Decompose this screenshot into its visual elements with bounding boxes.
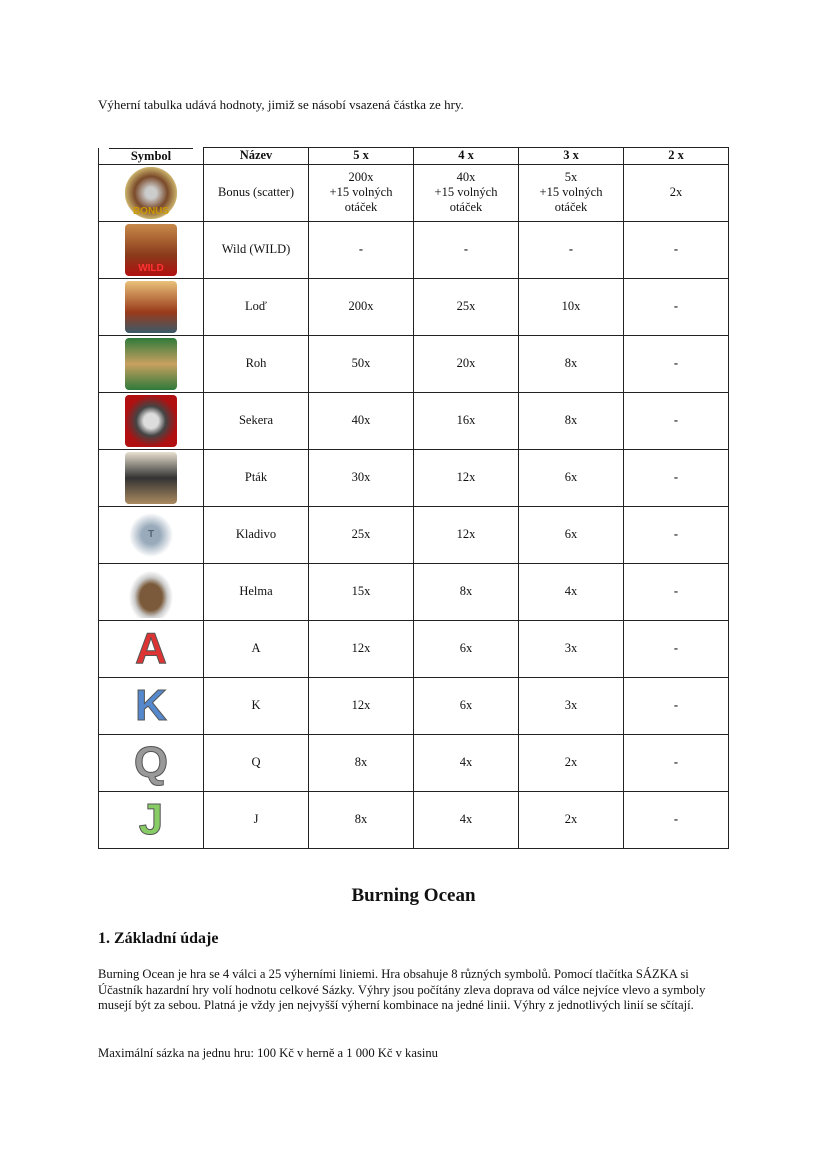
- payout-2x: -: [624, 449, 729, 506]
- name-cell: Kladivo: [204, 506, 309, 563]
- table-row: [99, 221, 729, 278]
- header-symbol-label: Symbol: [109, 148, 193, 164]
- table-row: [99, 734, 729, 791]
- payout-2x: -: [624, 734, 729, 791]
- payout-5x: 15x: [309, 563, 414, 620]
- ship-icon: [125, 281, 177, 333]
- table-row: [99, 563, 729, 620]
- symbol-cell: [99, 677, 204, 734]
- name-cell: Pták: [204, 449, 309, 506]
- payout-4x: 4x: [414, 791, 519, 848]
- description-paragraph: Burning Ocean je hra se 4 válci a 25 výherními liniemi. Hra obsahuje 8 různých symbolů. Pomocí tlačítka SÁZKA si Účastník hazardní hry volí hodnotu celkové Sázky. Výhry jsou počítány zleva doprava od válce nejvíce vlevo a symboly musejí být za sebou. Platná je vždy jen nejvyšší výherní kombinace na jedné linii. Výhry z jednotlivých linií se sčítají.: [98, 967, 706, 1012]
- payout-3x: 5x +15 volných otáček: [519, 164, 624, 221]
- payout-5x: 200x +15 volných otáček: [309, 164, 414, 221]
- name-cell: A: [204, 620, 309, 677]
- symbol-cell: [99, 791, 204, 848]
- symbol-cell: [99, 563, 204, 620]
- wild-viking-icon: WILD: [125, 224, 177, 276]
- symbol-cell: [99, 221, 204, 278]
- intro-text: Výherní tabulka udává hodnoty, jimiž se násobí vsazená částka ze hry.: [98, 97, 464, 112]
- payout-2x: 2x: [624, 164, 729, 221]
- payout-5x: 25x: [309, 506, 414, 563]
- table-header-row: [99, 148, 729, 165]
- name-cell: Wild (WILD): [204, 221, 309, 278]
- payout-5x: 50x: [309, 335, 414, 392]
- symbol-cell: [99, 620, 204, 677]
- helmet-icon: [125, 566, 177, 618]
- payout-5x: 40x: [309, 392, 414, 449]
- payout-3x: 8x: [519, 335, 624, 392]
- bird-icon: [125, 452, 177, 504]
- letter-j-icon: J: [125, 794, 177, 846]
- payout-3x: 4x: [519, 563, 624, 620]
- payout-5x: 12x: [309, 620, 414, 677]
- table-row: [99, 620, 729, 677]
- header-4x: 4 x: [414, 148, 519, 165]
- payout-2x: -: [624, 335, 729, 392]
- payout-4x: 12x: [414, 449, 519, 506]
- payout-5x: -: [309, 221, 414, 278]
- table-row: [99, 449, 729, 506]
- name-cell: Roh: [204, 335, 309, 392]
- payout-3x: 2x: [519, 734, 624, 791]
- payout-4x: 20x: [414, 335, 519, 392]
- payout-4x: -: [414, 221, 519, 278]
- name-cell: Helma: [204, 563, 309, 620]
- symbol-cell: [99, 164, 204, 221]
- max-bet-text: Maximální sázka na jednu hru: 100 Kč v herně a 1 000 Kč v kasinu: [98, 1046, 438, 1060]
- bonus-shield-icon: BONUS: [125, 167, 177, 219]
- payout-4x: 8x: [414, 563, 519, 620]
- payout-3x: 3x: [519, 620, 624, 677]
- payout-4x: 6x: [414, 620, 519, 677]
- table-row: [99, 677, 729, 734]
- letter-q-icon: Q: [125, 737, 177, 789]
- table-row: [99, 164, 729, 221]
- payout-4x: 40x +15 volných otáček: [414, 164, 519, 221]
- payout-2x: -: [624, 221, 729, 278]
- table-row: [99, 506, 729, 563]
- header-5x: 5 x: [309, 148, 414, 165]
- symbol-cell: [99, 392, 204, 449]
- payout-2x: -: [624, 791, 729, 848]
- name-cell: Q: [204, 734, 309, 791]
- header-name: Název: [204, 148, 309, 165]
- payout-5x: 8x: [309, 791, 414, 848]
- symbol-cell: [99, 335, 204, 392]
- payout-3x: 6x: [519, 449, 624, 506]
- name-cell: Sekera: [204, 392, 309, 449]
- payout-5x: 12x: [309, 677, 414, 734]
- payout-5x: 30x: [309, 449, 414, 506]
- payout-4x: 6x: [414, 677, 519, 734]
- payout-4x: 16x: [414, 392, 519, 449]
- payout-2x: -: [624, 563, 729, 620]
- table-row: [99, 278, 729, 335]
- payout-5x: 8x: [309, 734, 414, 791]
- payout-4x: 25x: [414, 278, 519, 335]
- symbol-cell: [99, 449, 204, 506]
- payout-2x: -: [624, 278, 729, 335]
- header-2x: 2 x: [624, 148, 729, 165]
- table-row: [99, 791, 729, 848]
- game-title: Burning Ocean: [351, 885, 476, 906]
- payout-2x: -: [624, 392, 729, 449]
- payout-3x: 10x: [519, 278, 624, 335]
- axe-icon: [125, 395, 177, 447]
- payout-2x: -: [624, 620, 729, 677]
- name-cell: Bonus (scatter): [204, 164, 309, 221]
- payout-5x: 200x: [309, 278, 414, 335]
- header-3x: 3 x: [519, 148, 624, 165]
- payout-3x: -: [519, 221, 624, 278]
- horn-icon: [125, 338, 177, 390]
- payout-3x: 3x: [519, 677, 624, 734]
- payout-2x: -: [624, 506, 729, 563]
- symbol-cell: [99, 278, 204, 335]
- table-row: [99, 392, 729, 449]
- hammer-icon: T: [125, 509, 177, 561]
- payout-3x: 6x: [519, 506, 624, 563]
- letter-a-icon: A: [125, 623, 177, 675]
- payout-3x: 2x: [519, 791, 624, 848]
- table-row: [99, 335, 729, 392]
- section-heading: 1. Základní údaje: [98, 930, 219, 947]
- paytable: [98, 147, 729, 849]
- payout-4x: 12x: [414, 506, 519, 563]
- symbol-cell: [99, 734, 204, 791]
- name-cell: Loď: [204, 278, 309, 335]
- payout-2x: -: [624, 677, 729, 734]
- letter-k-icon: K: [125, 680, 177, 732]
- payout-4x: 4x: [414, 734, 519, 791]
- symbol-cell: [99, 506, 204, 563]
- name-cell: K: [204, 677, 309, 734]
- header-symbol: [99, 148, 204, 165]
- name-cell: J: [204, 791, 309, 848]
- payout-3x: 8x: [519, 392, 624, 449]
